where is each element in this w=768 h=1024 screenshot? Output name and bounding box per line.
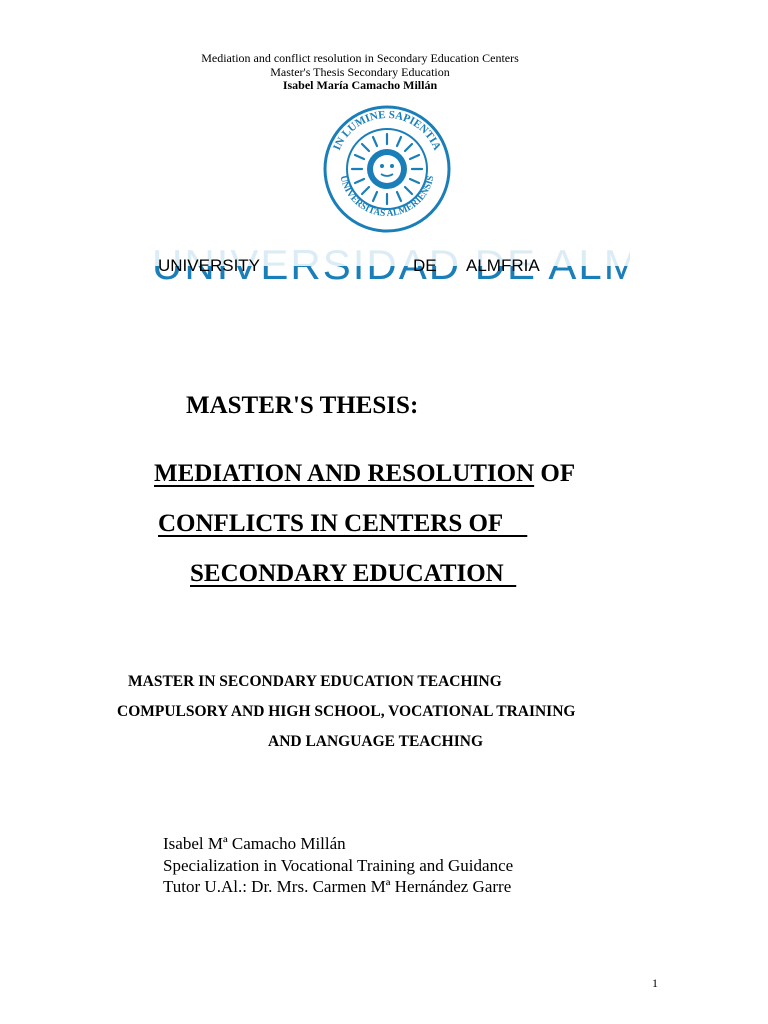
page-number: 1	[652, 976, 658, 990]
thesis-title-underlined: MEDIATION AND RESOLUTION	[154, 460, 535, 487]
thesis-title-line-1	[154, 460, 575, 488]
thesis-title-line-1-rest: OF	[534, 460, 576, 487]
program-line-2: COMPULSORY AND HIGH SCHOOL, VOCATIONAL TRAINING	[117, 703, 576, 720]
header-line-3: Isabel María Camacho Millán	[282, 78, 438, 92]
seal-ring-text-top: IN LUMINE SAPIENTIA	[331, 108, 443, 153]
author-specialization: Specialization in Vocational Training and Guidance	[163, 855, 514, 875]
seal-ring-text-bottom: UNIVERSITAS ALMERIENSIS	[337, 174, 437, 220]
university-seal-logo	[322, 104, 452, 234]
university-word-2: DE	[413, 256, 437, 275]
university-word-1: UNIVERSITY	[158, 256, 261, 275]
author-tutor: Tutor U.Al.: Dr. Mrs. Carmen Mª Hernández Garre	[163, 877, 512, 896]
thesis-label: MASTER'S THESIS:	[186, 392, 419, 419]
running-header	[0, 52, 720, 93]
header-line-1: Mediation and conflict resolution in Secondary Education Centers	[201, 51, 519, 65]
program-line-3: AND LANGUAGE TEACHING	[268, 733, 484, 750]
thesis-title-line-3: SECONDARY EDUCATION	[190, 560, 517, 587]
university-word-3: ALMFRIA	[466, 256, 540, 275]
thesis-title-line-2: CONFLICTS IN CENTERS OF	[158, 510, 528, 537]
author-name: Isabel Mª Camacho Millán	[163, 834, 346, 853]
author-info	[163, 833, 513, 898]
program-line-1: MASTER IN SECONDARY EDUCATION TEACHING	[128, 673, 502, 690]
header-line-2: Master's Thesis Secondary Education	[270, 64, 450, 79]
